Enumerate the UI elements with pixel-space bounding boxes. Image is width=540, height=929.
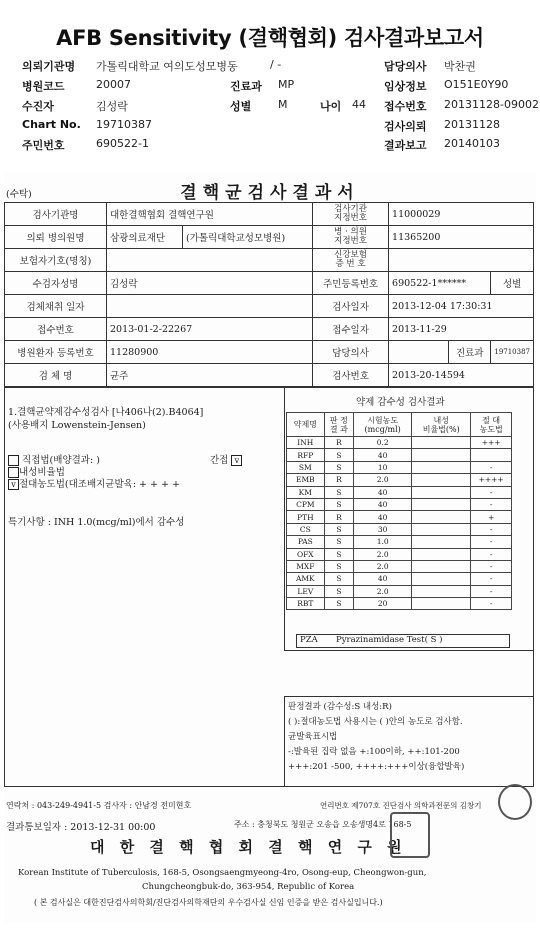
results-cell [412, 437, 471, 449]
results-cell: 20 [354, 598, 412, 610]
value-chart-no: 19710387 [96, 118, 152, 131]
value-request-date: 20131128 [444, 118, 500, 131]
report-heading: 결핵균검사결과서 [180, 183, 360, 203]
results-cell: S [324, 486, 354, 498]
label-doctor: 담당의사 [384, 60, 427, 73]
cell-label: 의뢰 병의원명 [5, 226, 107, 249]
label-sex: 성별 [230, 100, 252, 113]
value-age: 44 [352, 98, 366, 111]
method-absolute [8, 476, 180, 490]
results-row [287, 523, 512, 535]
results-cell: 2.0 [354, 474, 412, 486]
results-cell: - [471, 585, 512, 597]
results-cell: 2.0 [354, 548, 412, 560]
results-row [287, 461, 512, 473]
value-sex: M [278, 98, 288, 111]
method-line-2: (사용배지 Lowenstein-Jensen) [8, 420, 146, 431]
results-cell: KM [287, 486, 325, 498]
cell-label: 신강보험 증 번 호 [313, 249, 389, 272]
cell-value: 2013-12-04 17:30:31 [389, 295, 534, 318]
results-cell: S [324, 573, 354, 585]
results-cell: - [471, 498, 512, 510]
value-dept: MP [278, 78, 295, 91]
results-row [287, 449, 512, 461]
method-indirect [210, 452, 242, 466]
results-cell [412, 573, 471, 585]
label-dept: 진료과 [230, 80, 262, 93]
results-cell: S [324, 461, 354, 473]
results-cell: 30 [354, 523, 412, 535]
legend-line: ( ):절대농도법 사용시는 ( )안의 농도로 검사함. [288, 717, 463, 727]
results-row [287, 486, 512, 498]
results-cell: AMK [287, 573, 325, 585]
cell-value: 2013-20-14594 [389, 364, 534, 387]
results-cell: 40 [354, 486, 412, 498]
value-receipt-no: 20131128-09002 [444, 98, 539, 111]
results-cell [412, 523, 471, 535]
value-report-date: 20140103 [444, 137, 500, 150]
results-cell: SM [287, 461, 325, 473]
results-row [287, 598, 512, 610]
cell-label: 보험자기호(명칭) [5, 249, 107, 272]
results-cell [412, 585, 471, 597]
legend [288, 700, 464, 775]
value-doctor: 박찬권 [444, 60, 476, 73]
results-cell: - [471, 461, 512, 473]
results-cell: 40 [354, 573, 412, 585]
results-cell: PAS [287, 536, 325, 548]
results-row [287, 474, 512, 486]
cell-value: 균주 [107, 364, 313, 387]
value-resident-no: 690522-1 [96, 137, 149, 150]
results-cell: S [324, 548, 354, 560]
results-header-cell: 약제명 [287, 413, 325, 437]
results-header-cell: 절 대 농도법 [471, 413, 512, 437]
value-clinical-info: O151E0Y90 [444, 78, 509, 91]
label-request-date: 검사의뢰 [384, 120, 427, 133]
cell-value: 2013-11-29 [389, 318, 534, 341]
results-cell [412, 486, 471, 498]
cell-value: 11000029 [389, 203, 534, 226]
legend-line: -:발육된 집락 없음 +:100이하, ++:101-200 [288, 747, 460, 757]
value-hospital-code: 20007 [96, 78, 131, 91]
results-cell: OFX [287, 548, 325, 560]
official-seal-stamp [390, 812, 430, 858]
results-cell: 40 [354, 498, 412, 510]
results-cell: 40 [354, 511, 412, 523]
cell-value: 삼광의료재단 [107, 226, 183, 249]
cell-value: 11280900 [107, 341, 313, 364]
results-row [287, 573, 512, 585]
results-cell [412, 536, 471, 548]
label-report-date: 결과보고 [384, 139, 427, 152]
value-patient: 김성락 [96, 100, 128, 113]
cell-label: 검사일자 [313, 295, 389, 318]
results-cell: EMB [287, 474, 325, 486]
results-cell [471, 449, 512, 461]
results-header-cell: 내성 비율법(%) [412, 413, 471, 437]
results-cell: CPM [287, 498, 325, 510]
footer-tel: 연락처 : 043-249-4941-5 검사자 : 안남경 전미현호 [6, 801, 192, 810]
results-cell [412, 474, 471, 486]
results-cell: PTH [287, 511, 325, 523]
results-cell: - [471, 560, 512, 572]
results-cell [412, 498, 471, 510]
cell-value: 2013-01-2-22267 [107, 318, 313, 341]
legend-line: +++:201 -500, ++++:+++이상(융합발육) [288, 762, 465, 772]
results-table [286, 412, 512, 610]
cell-value: (가톨릭대학교성모병원) [183, 226, 313, 249]
label-hospital-code: 병원코드 [22, 80, 65, 93]
results-cell: R [324, 511, 354, 523]
report-title: AFB Sensitivity (결핵협회) 검사결과보고서 [56, 26, 484, 50]
results-cell: 10 [354, 461, 412, 473]
footer-date: 결과통보일자 : 2013-12-31 00:00 [6, 822, 156, 833]
results-cell: S [324, 585, 354, 597]
cell-label: 검사기관 지정번호 [313, 203, 389, 226]
results-cell: - [471, 523, 512, 535]
results-cell: 0.2 [354, 437, 412, 449]
cell-label: 검 체 명 [5, 364, 107, 387]
cell-label: 병원환자 등록번호 [5, 341, 107, 364]
method-absolute-label: 절대농도법(대조배지균발육: + + + + [19, 479, 180, 490]
method-line-1: 1.결핵균약제감수성검사 [나406나(2).B4064] [8, 407, 204, 418]
results-cell: 40 [354, 449, 412, 461]
results-row [287, 536, 512, 548]
cell-label: 성별 [491, 272, 534, 295]
results-cell [412, 511, 471, 523]
cell-label: 검사번호 [313, 364, 389, 387]
cell-label: 검체채취 일자 [5, 295, 107, 318]
method-direct-label: 직접법(배양결과: ) [22, 455, 100, 466]
checkbox-checked: v [8, 479, 19, 490]
cell-value: 대한결핵협회 결핵연구원 [107, 203, 313, 226]
results-cell: LEV [287, 585, 325, 597]
results-cell [412, 449, 471, 461]
results-cell: +++ [471, 437, 512, 449]
label-chart-no: Chart No. [22, 118, 81, 131]
cell-label: 검사기관명 [5, 203, 107, 226]
cell-label: 병 · 의원 지정번호 [313, 226, 389, 249]
scanned-report [4, 172, 536, 922]
cell-value: 690522-1****** [389, 272, 491, 295]
checkbox-checked: v [231, 455, 242, 466]
results-row [287, 548, 512, 560]
pza-value: Pyrazinamidase Test( S ) [336, 635, 443, 645]
info-table [4, 202, 534, 387]
results-cell: R [324, 474, 354, 486]
results-row [287, 437, 512, 449]
results-cell: - [471, 573, 512, 585]
legend-line: 균발육표시법 [288, 732, 338, 742]
label-patient: 수진자 [22, 100, 54, 113]
special-note: 특기사항 : INH 1.0(mcg/ml)에서 감수성 [8, 517, 185, 528]
results-cell: - [471, 486, 512, 498]
results-cell: - [471, 548, 512, 560]
results-cell [412, 461, 471, 473]
cell-value: 김성락 [107, 272, 313, 295]
cell-label: 접수번호 [5, 318, 107, 341]
cell-label: 접수일자 [313, 318, 389, 341]
cell-label: 담당의사 [313, 341, 389, 364]
results-row [287, 560, 512, 572]
results-cell: MXF [287, 560, 325, 572]
cell-value: 11365200 [389, 226, 534, 249]
results-cell: S [324, 498, 354, 510]
results-header-cell: 판 정 결 과 [324, 413, 354, 437]
results-cell: R [324, 437, 354, 449]
results-cell: ++++ [471, 474, 512, 486]
footer-license: 연리번호 제707호 진단검사 의학과전문의 김창기 [320, 801, 482, 810]
results-cell [412, 598, 471, 610]
legend-line: 판정결과 (감수성:S 내성:R) [288, 702, 392, 712]
cell-label: 수검자성명 [5, 272, 107, 295]
label-requester: 의뢰기관명 [22, 60, 76, 73]
footer-org-name: 대 한 결 핵 협 회 결 핵 연 구 원 [90, 838, 407, 856]
results-cell: S [324, 560, 354, 572]
method-indirect-label: 간접 [210, 455, 229, 466]
corner-label: (수탁) [6, 189, 32, 200]
results-cell: CS [287, 523, 325, 535]
method-proportion-label: 내성비율법 [19, 467, 65, 478]
value-requester: 가톨릭대학교 여의도성모병동 [96, 60, 238, 73]
label-resident-no: 주민번호 [22, 139, 65, 152]
round-seal-stamp [498, 784, 532, 820]
results-cell: 2.0 [354, 585, 412, 597]
label-clinical-info: 임상정보 [384, 80, 427, 93]
results-cell [412, 548, 471, 560]
value-requester-extra: / - [270, 58, 282, 71]
results-cell: S [324, 523, 354, 535]
results-row [287, 585, 512, 597]
footer-address: 주소 : 충청북도 청원군 오송읍 오송생명4로 168-5 [234, 820, 412, 829]
footer-english-2: Chungcheongbuk-do, 363-954, Republic of Korea [142, 882, 355, 892]
results-cell: RBT [287, 598, 325, 610]
results-cell: INH [287, 437, 325, 449]
footer-english-1: Korean Institute of Tuberculosis, 168-5, Osongsaengmyeong-4ro, Osong-eup, Cheongwon-gun, [18, 868, 427, 878]
results-cell: + [471, 511, 512, 523]
footer-certification: ( 본 검사실은 대한진단검사의학회/진단검사의학재단의 우수검사실 신임 인증을 받은 검사실입니다.) [34, 898, 383, 907]
results-cell: RFP [287, 449, 325, 461]
cell-label: 주민등록번호 [313, 272, 389, 295]
results-cell [412, 560, 471, 572]
results-cell: S [324, 598, 354, 610]
label-receipt-no: 접수번호 [384, 100, 427, 113]
cell-label: 진료과 [449, 341, 491, 364]
results-caption: 약제 감수성 검사결과 [356, 397, 445, 408]
results-cell: 1.0 [354, 536, 412, 548]
pza-label: PZA [300, 635, 318, 645]
results-cell: S [324, 536, 354, 548]
results-cell: - [471, 536, 512, 548]
results-header-cell: 시험농도 (mcg/ml) [354, 413, 412, 437]
results-cell: S [324, 449, 354, 461]
label-age: 나이 [320, 100, 342, 113]
cell-value: 19710387 [491, 341, 534, 364]
results-row [287, 511, 512, 523]
results-row [287, 498, 512, 510]
results-cell: 2.0 [354, 560, 412, 572]
results-cell: - [471, 598, 512, 610]
